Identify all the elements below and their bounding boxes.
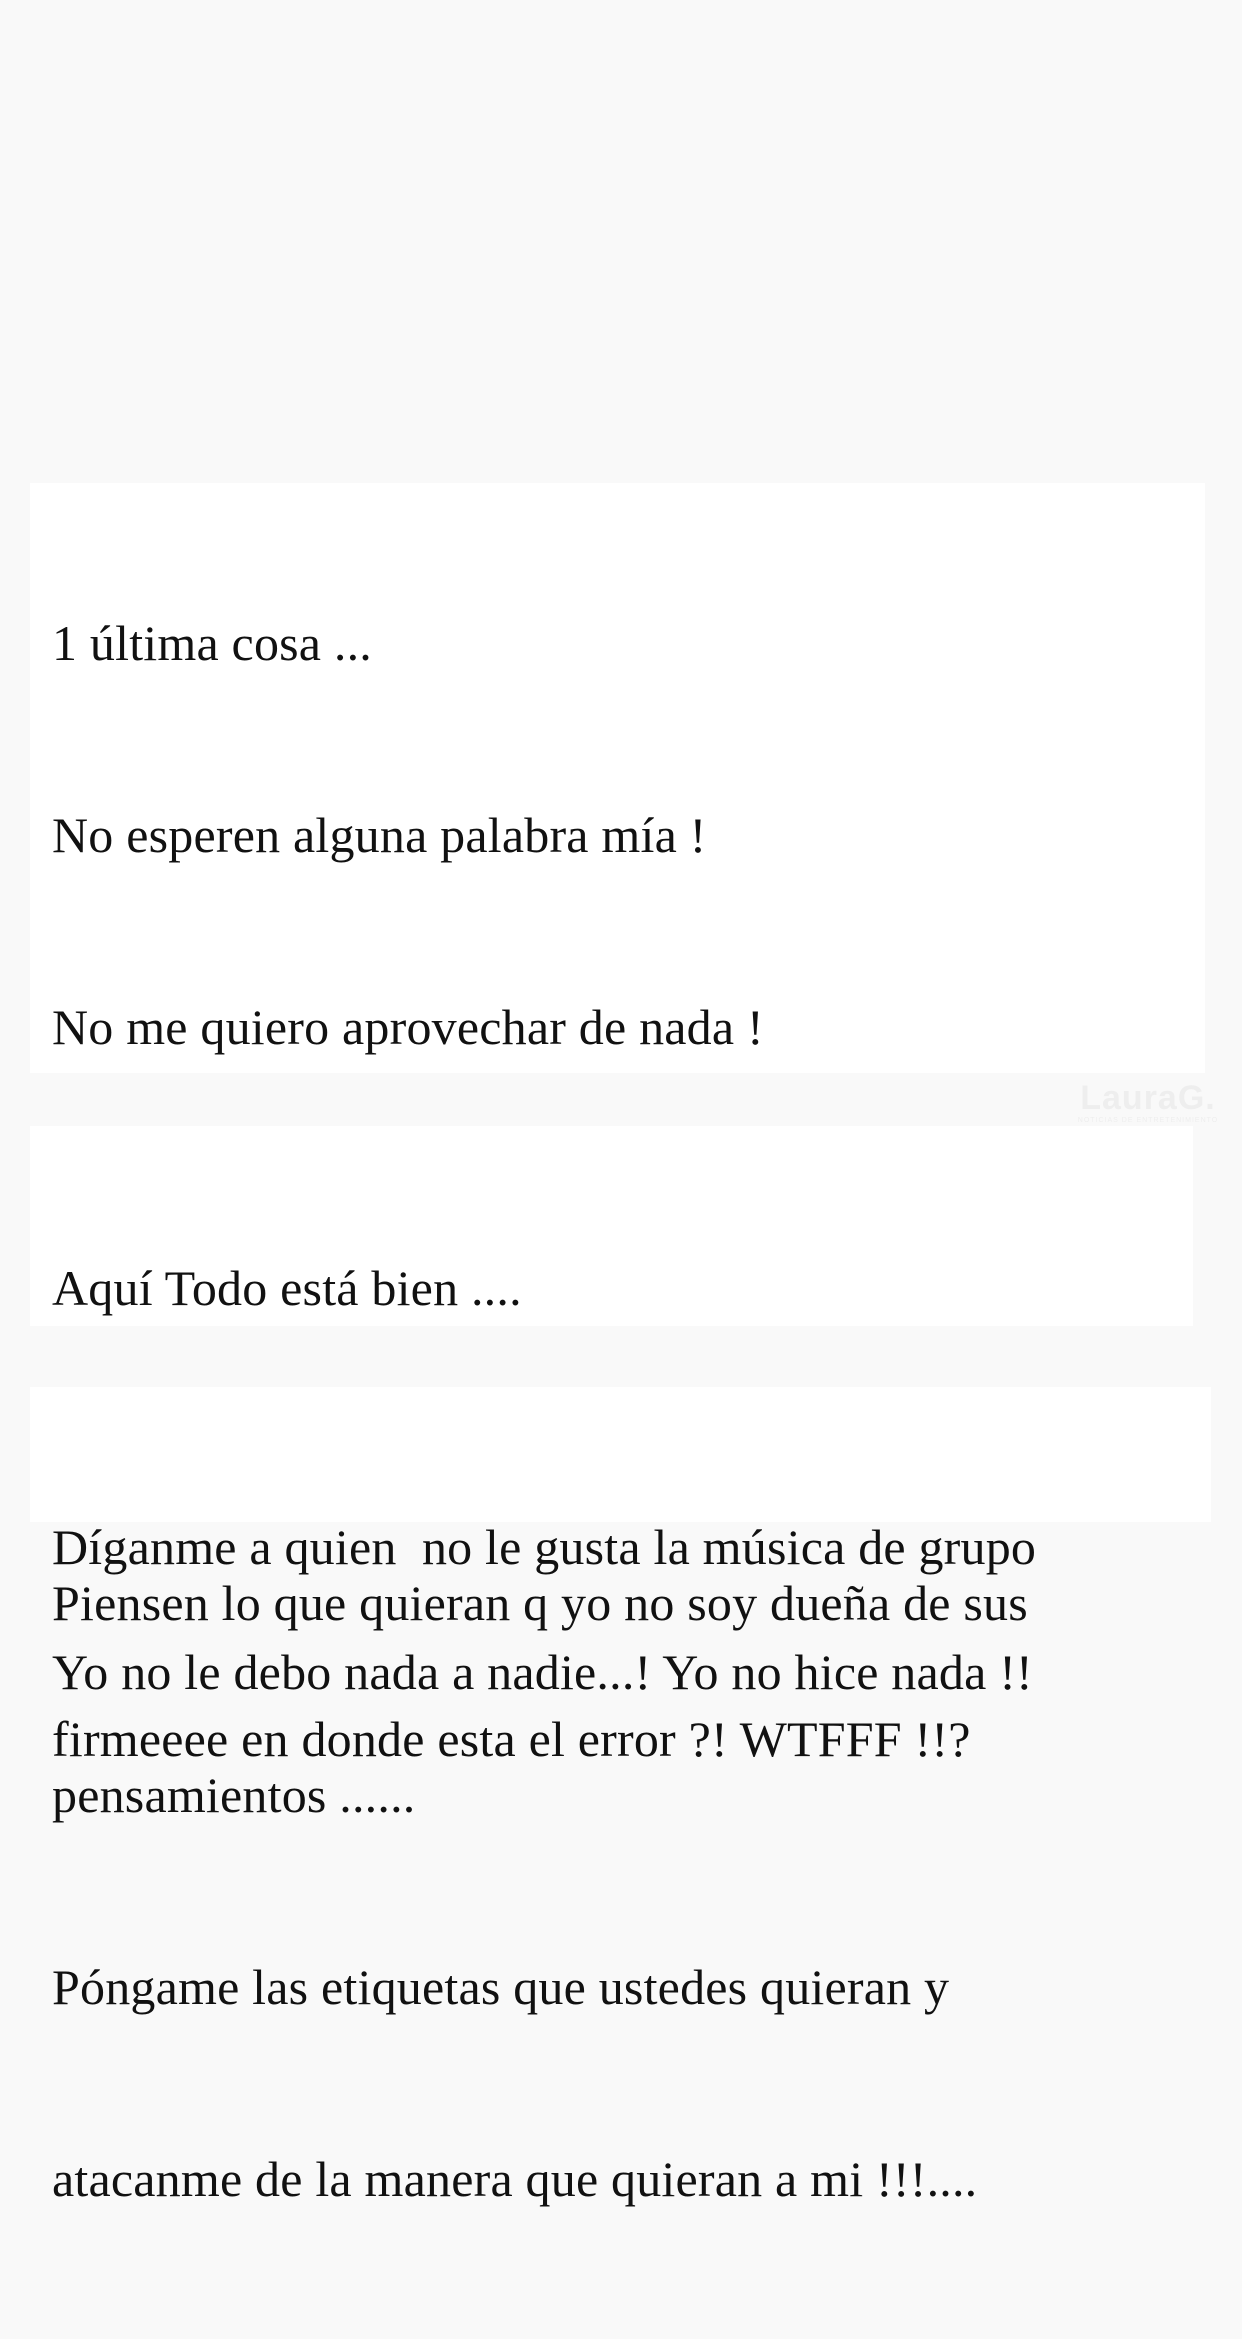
text-line: Yo no le debo nada a nadie...! Yo no hice nada !! xyxy=(52,1644,1033,1700)
text-line: Aquí Todo está bien .... xyxy=(52,1260,522,1316)
watermark-tagline: NOTICIAS DE ENTRETENIMIENTO xyxy=(1077,1117,1219,1124)
text-line: No me quiero aprovechar de nada ! xyxy=(52,999,764,1055)
watermark-brand: LauraG. xyxy=(1080,1079,1216,1117)
text-line: 1 última cosa ... xyxy=(52,615,373,671)
text-line: Póngame las etiquetas que ustedes quieran y xyxy=(52,1959,950,2015)
text-line: Piensen lo que quieran q yo no soy dueña de sus xyxy=(52,1575,1028,1631)
text-line: pensamientos ...... xyxy=(52,1767,416,1823)
text-line: Díganme a quien no le gusta la música de grupo xyxy=(52,1519,1037,1575)
text-line: atacanme de la manera que quieran a mi !!!.... xyxy=(52,2151,978,2207)
text-line: firmeeee en donde esta el error ?! WTFFF !!? xyxy=(52,1711,971,1767)
watermark-logo xyxy=(1068,1080,1228,1130)
text-line: No esperen alguna palabra mía ! xyxy=(52,807,707,863)
